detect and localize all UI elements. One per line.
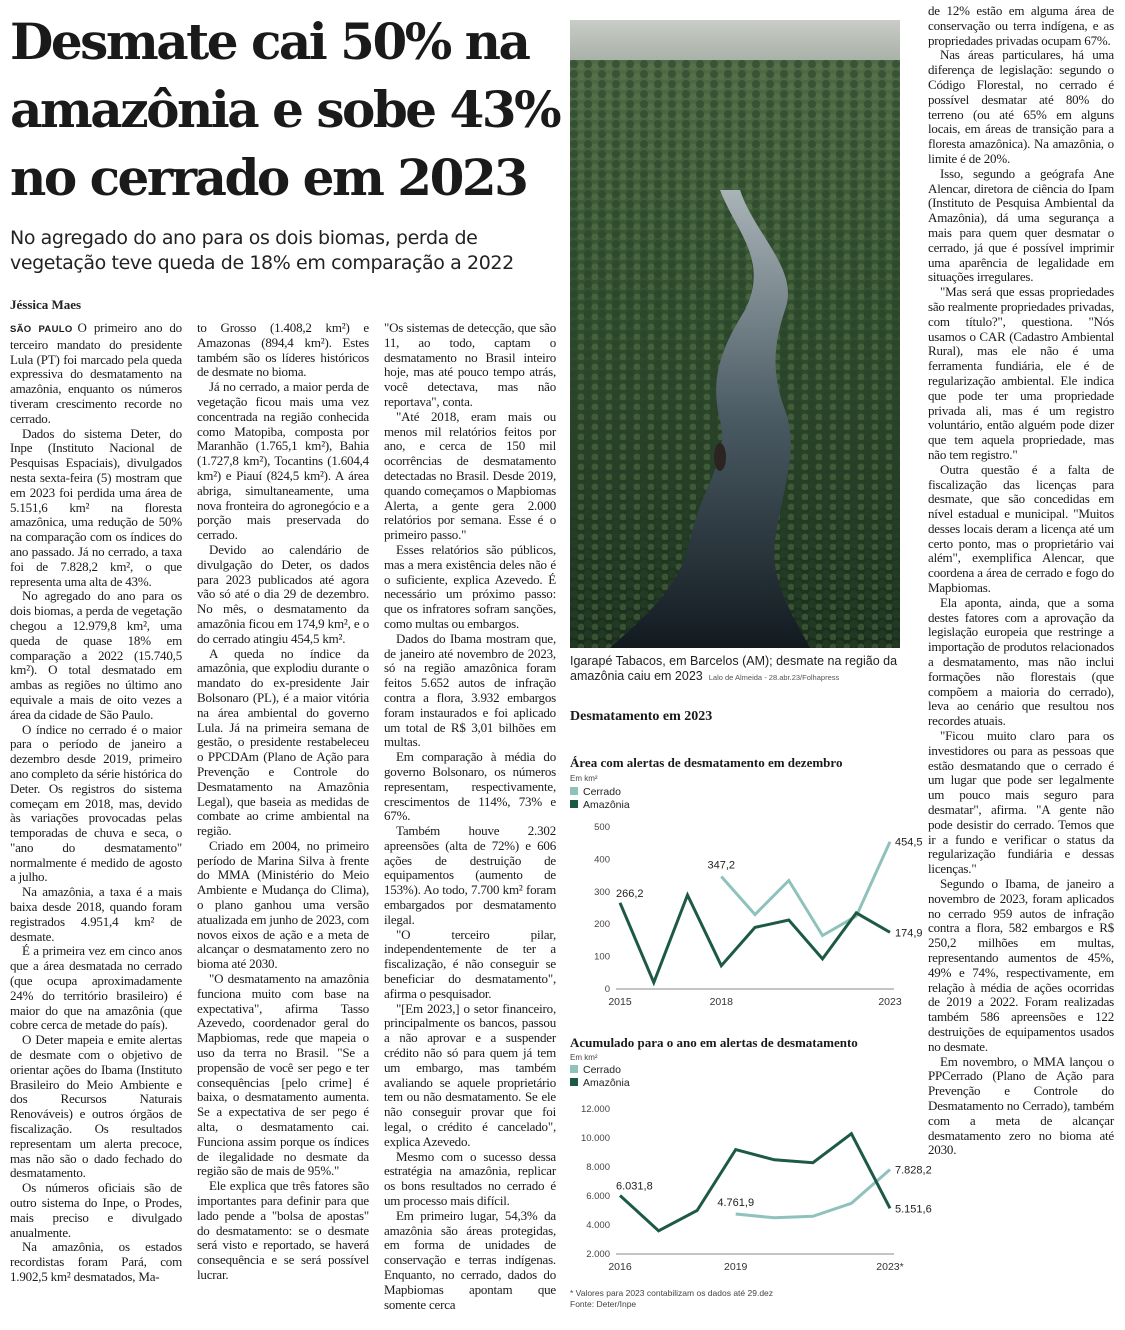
article-paragraph: Dados do Ibama mostram que, de janeiro até novembro de 2023, só na região amazônica foram feitos 5.652 autos de infração contra a flora, 3.932 embargos foram instaurados e foi aplicado um total de R$ 3,01 bilhões em multas. [384,630,556,750]
legend-label-amazonia: Amazônia [583,799,630,811]
photo-credit: Lalo de Almeida - 28.abr.23/Folhapress [708,673,840,682]
article-paragraph: SÃO PAULO O primeiro ano do terceiro mandato do presidente Lula (PT) foi marcado pela queda expressiva do desmatamento na amazônia, enquanto os números tiveram crescimento recorde no cerrado. [10,320,182,426]
legend-item-amazonia [570,1077,630,1090]
legend-item-amazonia [570,799,630,812]
legend-swatch-cerrado [570,1065,578,1073]
chart-section-title: Desmatamento em 2023 [570,709,713,724]
article-paragraph: "Mas será que essas propriedades são realmente propriedades privadas, com título?", questiona. "Nós usamos o CAR (Cadastro Ambiental Rural), mas ele não é uma ferramenta fundiária, ele é de regularização ambiental. Ele indica que pode ter uma propriedade privada ali, mas é um registro voluntário, então alguém pode dizer que tem aquela propriedade, mas não tem registro." [928,284,1114,462]
photo-caption [570,654,905,685]
x-tick-label: 2015 [608,996,632,1008]
article-paragraph: "Os sistemas de detecção, que são 11, ao todo, captam o desmatamento no Brasil inteiro hoje, mas até pouco tempo atrás, você detectava, mas não reportava", conta. [384,320,556,409]
chart-footnote [570,1288,773,1310]
y-tick-label: 6.000 [586,1191,610,1202]
article-paragraph: É a primeira vez em cinco anos que a área desmatada no cerrado (que ocupa aproximadamente 24% do território brasileiro) é maior do que na amazônia (que cobre cerca de metade do país). [10,943,182,1033]
article-paragraph: No agregado do ano para os dois biomas, a perda de vegetação chegou a 12.979,8 km², uma queda de quase 18% em comparação a 2022 (15.740,5 km²). O total desmatado em ambas as regiões no último ano equivale a mais de oito vezes a área da cidade de São Paulo. [10,588,182,722]
y-tick-label: 10.000 [580,1133,610,1144]
byline: Jéssica Maes [10,297,82,312]
chart2-legend [570,1064,630,1090]
footnote-source: Fonte: Deter/Inpe [570,1299,637,1309]
article-paragraph: de 12% estão em alguma área de conservação ou terra indígena, e as propriedades privadas ocupam 67%. [928,3,1114,48]
article-paragraph: Já no cerrado, a maior perda de vegetação ficou mais uma vez concentrada na região conhecida como Matopiba, composta por Maranhão (1.765,1 km²), Bahia (1.727,8 km²), Tocantins (1.604,4 km²) e Piauí (824,5 km²). A área abriga, simultaneamente, uma nova fronteira do agronegócio e a porção mais preservada do cerrado. [197,379,369,543]
subheadline: No agregado do ano para os dois biomas, perda de vegetação teve queda de 18% em comparação a 2022 [10,227,514,274]
article-paragraph: Segundo o Ibama, de janeiro a novembro de 2023, foram aplicados no cerrado 959 autos de infração contra a flora, 582 embargos e R$ 250,2 milhões em multas, representando aumentos de 45%, 49% e 74%, respectivamente, em relação à média de ações ocorridas de 2019 a 2022. Foram realizadas também 586 apreensões e 122 destruições de equipamentos usados no desmate. [928,876,1114,1054]
series-line-cerrado [736,1170,890,1218]
article-paragraph: Ela aponta, ainda, que a soma destes fatores com a aprovação da legislação europeia que restringe a importação de produtos relacionados a desmatamento, mas não inclui formações não florestais (que compõem a maioria do cerrado), leva ao cenário que resultou nos recordes atuais. [928,594,1114,729]
series-line-amazonia [620,895,890,983]
article-paragraph: O Deter mapeia e emite alertas de desmate com o objetivo de orientar ações do Ibama (Instituto Brasileiro do Meio Ambiente e dos Recursos Naturais Renováveis) e outros órgãos de fiscalização. Os resultados representam um alerta precoce, mas não são o dado fechado do desmatamento. [10,1032,182,1181]
canoe-icon [714,443,726,471]
legend-label-amazonia: Amazônia [583,1077,630,1089]
y-tick-label: 0 [604,984,610,995]
y-tick-label: 300 [594,886,610,898]
chart1-unit: Em km² [570,774,598,783]
legend-label-cerrado: Cerrado [583,786,621,798]
data-label: 6.031,8 [616,1180,653,1193]
x-tick-label: 2023 [878,996,902,1008]
article-paragraph: Na amazônia, os estados recordistas foram Pará, com 1.902,5 km² desmatados, Ma- [10,1239,182,1284]
x-tick-label: 2016 [608,1261,632,1273]
legend-swatch-amazonia [570,1078,578,1086]
article-paragraph: Na amazônia, a taxa é a mais baixa desde 2018, quando foram registrados 4.951,4 km² de desmate. [10,884,182,944]
article-paragraph: "Até 2018, eram mais ou menos mil relatórios feitos por ano, e cerca de 150 mil ocorrências de desmatamento detectadas no Brasil. Desde 2019, quando começamos o Mapbiomas Alerta, a gente gera 2.000 relatórios por semana. Esse é o primeiro passo." [384,408,556,543]
data-label: 266,2 [616,887,644,900]
dateline: SÃO PAULO [10,324,73,335]
data-label: 174,9 [895,927,923,940]
article-paragraph: Mesmo com o sucesso dessa estratégia na amazônia, replicar os bons resultados no cerrado é um processo mais difícil. [384,1148,556,1209]
x-tick-label: 2023* [876,1261,904,1273]
data-label: 454,5 [895,836,923,849]
y-tick-label: 2.000 [586,1249,610,1260]
article-column-4 [928,4,1114,1158]
article-paragraph: "[Em 2023,] o setor financeiro, principalmente os bancos, passou a não aprovar e a suspender crédito não só para quem já tem um embargo, mas também avaliando se aquele proprietário tem ou não desmatamento. Se ele não conseguir provar que foi legal, o crédito é cancelado", explica Azevedo. [384,1000,556,1149]
article-paragraph: Isso, segundo a geógrafa Ane Alencar, diretora de ciência do Ipam (Instituto de Pesquisa Ambiental da Amazônia), dá uma segurança a mais para quem quer desmatar o cerrado, já que é possível imprimir uma aparência de legalidade em situações irregulares. [928,165,1114,285]
legend-item-cerrado [570,786,630,799]
legend-swatch-cerrado [570,787,578,795]
y-tick-label: 200 [594,919,610,931]
article-paragraph: Criado em 2004, no primeiro período de Marina Silva à frente do MMA (Ministério do Meio Ambiente e Mudança do Clima), o plano ganhou uma versão atualizada em junho de 2023, com novos eixos de ação e a meta de alcançar o desmatamento zero no bioma até 2030. [197,837,369,972]
chart2-title: Acumulado para o ano em alertas de desmatamento [570,1035,858,1050]
article-paragraph: Também houve 2.302 apreensões (alta de 72%) e 606 ações de destruição de equipamentos (aumento de 153%). Ao todo, 7.700 km² foram embargados por desmatamento ilegal. [384,823,556,927]
data-label: 4.761,9 [717,1196,755,1209]
chart2-unit: Em km² [570,1053,598,1062]
article-paragraph: Dados do sistema Deter, do Inpe (Instituto Nacional de Pesquisas Espaciais), divulgados nesta sexta-feira (5) mostram que em 2023 foi perdida uma área de 5.151,6 km² na floresta amazônica, uma redução de 50% na comparação com os índices do ano passado. Já no cerrado, a taxa foi de 7.828,2 km², o que representa uma alta de 43%. [10,425,182,589]
article-paragraph: "O terceiro pilar, independentemente de ter a fiscalização, é não conseguir se beneficiar do desmatamento", afirma o pesquisador. [384,926,556,1001]
x-tick-label: 2019 [724,1261,748,1273]
article-paragraph: "Ficou muito claro para os investidores ou para as pessoas que estão desmatando que o cerrado é um lugar que pode ser legalmente um pouco mais seguro para desmatar", afirma. "A gente não pode desistir do cerrado. Temos que ir a fundo e verificar o status da regularização fundiária e dessas licenças." [928,728,1114,877]
article-paragraph: Os números oficiais são de outro sistema do Inpe, o Prodes, mais preciso e divulgado anualmente. [10,1180,182,1240]
article-column-1 [10,321,182,1285]
headline: Desmate cai 50% na amazônia e sobe 43% no cerrado em 2023 [10,12,560,207]
article-paragraph: Em comparação à média do governo Bolsonaro, os números representam, respectivamente, crescimentos de 114%, 73% e 67%. [384,749,556,824]
article-paragraph: A queda no índice da amazônia, que explodiu durante o mandato do ex-presidente Jair Bolsonaro (PL), é a maior vitória na área ambiental do governo Lula. Já na primeira semana de gestão, o presidente restabeleceu o PPCDAm (Plano de Ação para Prevenção e Controle do Desmatamento na Amazônia Legal), que baseia as medidas de combate ao crime ambiental na região. [197,645,369,839]
article-paragraph: Ele explica que três fatores são importantes para definir para que lado pende a "bolsa de apostas" do desmatamento: se o desmate será visto e reportado, se haverá consequência e se será possível lucrar. [197,1178,369,1282]
data-label: 5.151,6 [895,1203,932,1216]
data-label: 7.828,2 [895,1164,932,1177]
chart1-legend [570,786,630,812]
article-paragraph: Em primeiro lugar, 54,3% da amazônia são áreas protegidas, em forma de unidades de conservação e terras indígenas. Enquanto, no cerrado, dados do Mapbiomas apontam que somente cerca [384,1207,556,1312]
article-paragraph: to Grosso (1.408,2 km²) e Amazonas (894,4 km²). Estes também são os líderes históricos de desmate no bioma. [197,320,369,380]
photo-illustration [570,20,900,648]
y-tick-label: 500 [594,822,610,833]
data-label: 347,2 [707,859,736,872]
legend-item-cerrado [570,1064,630,1077]
article-paragraph: O índice no cerrado é o maior para o período de janeiro a dezembro desde 2019, primeiro ano completo da série histórica do Deter. Os registros do sistema começam em 2018, mas, devido às variações provocadas pelas temporadas de chuva e seca, o "ano do desmatamento" normalmente é medido de agosto a julho. [10,721,182,885]
y-tick-label: 100 [594,951,610,963]
legend-label-cerrado: Cerrado [583,1064,621,1076]
article-paragraph: Outra questão é a falta de fiscalização das licenças para desmate, que são concedidas em nível estadual e municipal. "Muitos desses locais deram a licença até um certo ponto, mas o proprietário vai além", exemplifica Alencar, que coordena a área de cerrado e fogo do Mapbiomas. [928,461,1114,596]
article-paragraph: "O desmatamento na amazônia funciona muito com base na expectativa", afirma Tasso Azevedo, coordenador geral do Mapbiomas, rede que mapeia o uso da terra no Brasil. "Se a propensão de você ser pego e ter consequências [pelo crime] é baixa, o desmatamento aumenta. Se a expectativa de ser pego é alta, o desmatamento cai. Funciona assim porque os índices de ilegalidade no desmate da região são de mais de 95%." [197,971,369,1179]
article-paragraph: Em novembro, o MMA lançou o PPCerrado (Plano de Ação para Prevenção e Controle do Desmatamento no Cerrado), também com a meta de alcançar desmatamento zero no bioma até 2030. [928,1053,1114,1158]
y-tick-label: 4.000 [586,1220,610,1231]
article-column-2 [197,321,369,1283]
chart1-title: Área com alertas de desmatamento em dezembro [570,755,843,770]
article-column-3 [384,321,556,1312]
chart2-plot [570,1095,932,1280]
y-tick-label: 12.000 [580,1104,610,1115]
article-paragraph: Esses relatórios são públicos, mas a mera existência deles não é o suficiente, explica Azevedo. É necessário um próximo passo: que os infratores sofram sanções, como multas ou embargos. [384,541,556,631]
article-paragraph: Nas áreas particulares, há uma diferença de legislação: segundo o Código Florestal, no cerrado é possível desmatar até 80% do terreno (ou até 65% em alguns locais, em áreas de transição para a floresta amazônica). Na amazônia, o limite é de 20%. [928,47,1114,166]
river-aerial-photo [570,20,900,648]
legend-swatch-amazonia [570,800,578,808]
caption-text: Igarapé Tabacos, em Barcelos (AM); desmate na região da amazônia caiu em 2023 [570,654,898,683]
y-tick-label: 8.000 [586,1162,610,1173]
y-tick-label: 400 [594,854,610,866]
article-paragraph: Devido ao calendário de divulgação do Deter, os dados para 2023 publicados até agora vão só até o dia 29 de dezembro. No mês, o desmatamento da amazônia ficou em 174,9 km², e o do cerrado atingiu 454,5 km². [197,541,369,646]
x-tick-label: 2018 [709,996,733,1008]
chart1-plot [570,815,923,1010]
footnote-note: * Valores para 2023 contabilizam os dados até 29.dez [570,1288,774,1298]
series-line-cerrado [721,842,890,936]
